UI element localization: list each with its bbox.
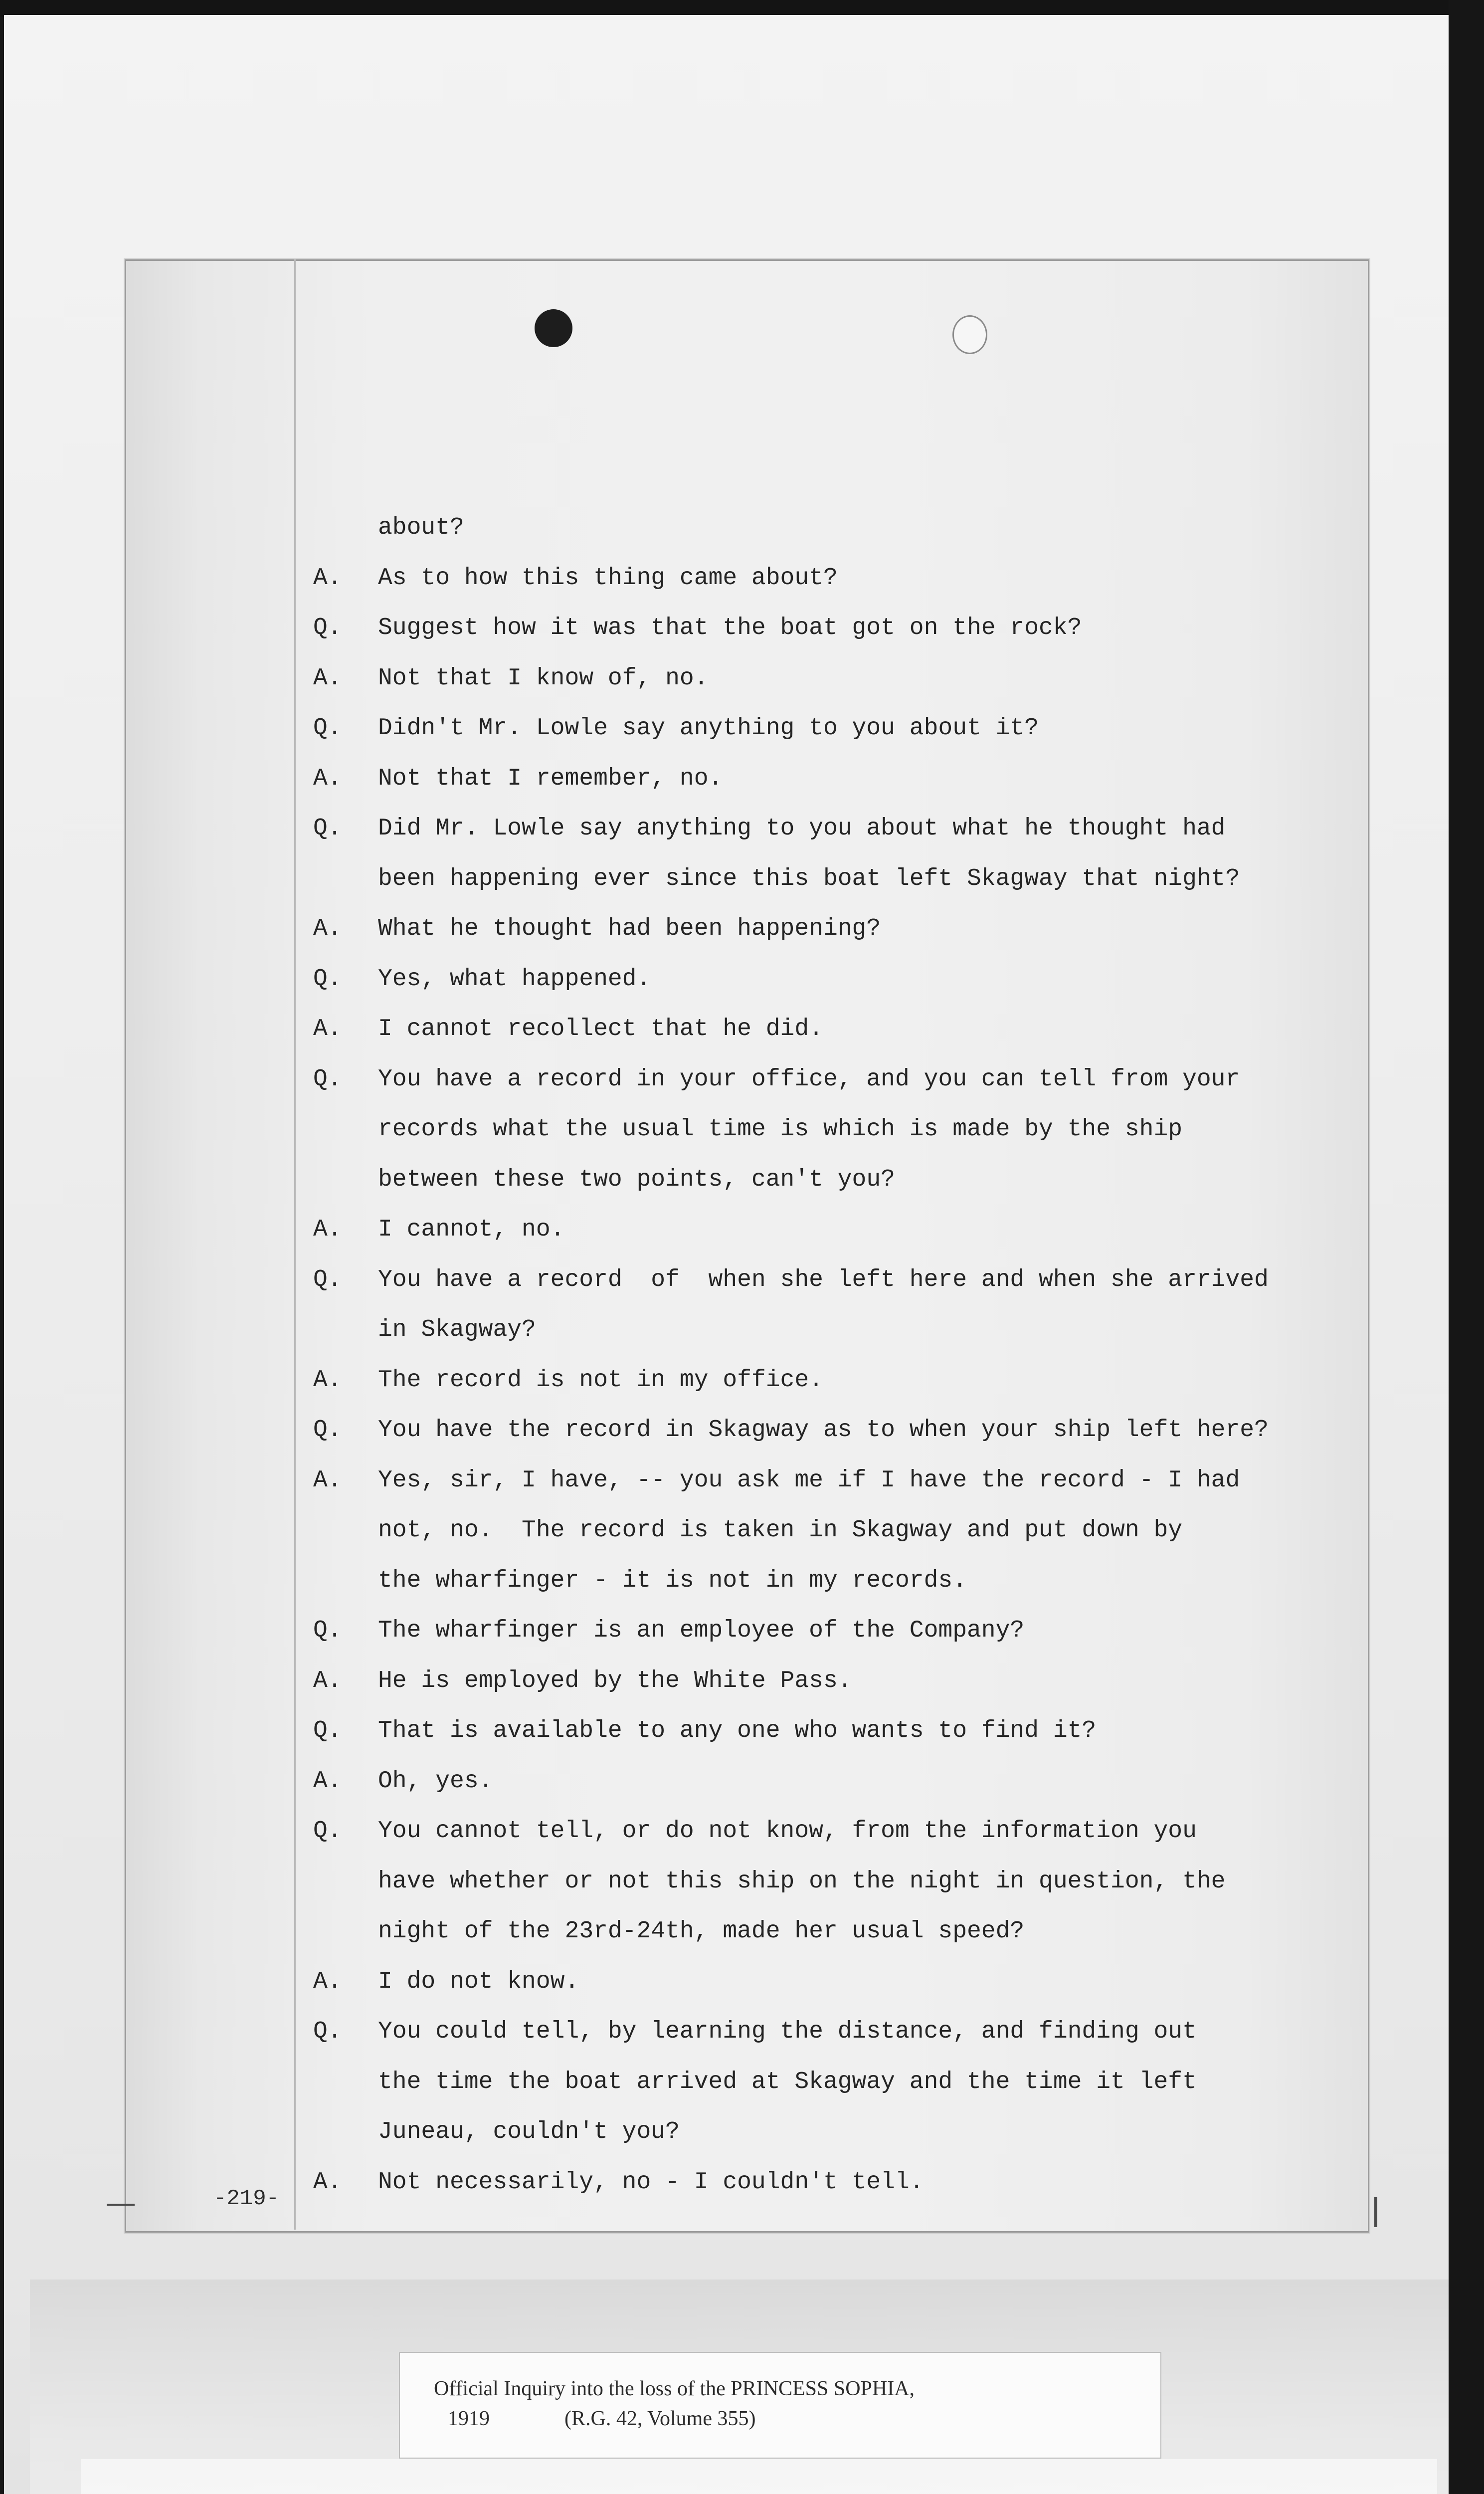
answer-marker: A. — [313, 1216, 342, 1243]
transcript-text: You have a record in your office, and you can tell from your — [378, 1066, 1240, 1093]
transcript-text: You have the record in Skagway as to when your ship left here? — [378, 1417, 1269, 1444]
question-marker: Q. — [313, 1066, 342, 1093]
question-marker: Q. — [313, 1266, 342, 1293]
answer-marker: A. — [313, 2169, 342, 2196]
question-marker: Q. — [313, 1617, 342, 1644]
transcript-text: between these two points, can't you? — [378, 1166, 895, 1193]
question-marker: Q. — [313, 1818, 342, 1845]
transcript-text: not, no. The record is taken in Skagway and put down by — [378, 1517, 1183, 1544]
transcript-text: What he thought had been happening? — [378, 915, 881, 942]
question-marker: Q. — [313, 615, 342, 641]
question-marker: Q. — [313, 1717, 342, 1744]
transcript-text: Juneau, couldn't you? — [378, 2118, 680, 2145]
question-marker: Q. — [313, 1417, 342, 1444]
transcript-text: I cannot recollect that he did. — [378, 1016, 823, 1042]
transcript-text: The wharfinger is an employee of the Company? — [378, 1617, 1025, 1644]
transcript-text: I cannot, no. — [378, 1216, 565, 1243]
transcript-text: Didn't Mr. Lowle say anything to you about it? — [378, 715, 1039, 742]
transcript-text: night of the 23rd-24th, made her usual speed? — [378, 1918, 1025, 1945]
citation-volume: (R.G. 42, Volume 355) — [564, 2407, 756, 2430]
answer-marker: A. — [313, 1367, 342, 1394]
answer-marker: A. — [313, 1016, 342, 1042]
answer-marker: A. — [313, 665, 342, 692]
transcript-text: The record is not in my office. — [378, 1367, 823, 1394]
question-marker: Q. — [313, 715, 342, 742]
answer-marker: A. — [313, 1768, 342, 1795]
transcript-text: Yes, what happened. — [378, 966, 651, 993]
answer-marker: A. — [313, 915, 342, 942]
citation-label — [399, 2352, 1161, 2459]
transcript-text: about? — [378, 514, 464, 541]
citation-title: Official Inquiry into the loss of the PRINCESS SOPHIA, — [434, 2377, 915, 2400]
transcript-text: records what the usual time is which is made by the ship — [378, 1116, 1183, 1143]
answer-marker: A. — [313, 565, 342, 592]
answer-marker: A. — [313, 1968, 342, 1995]
page-corner-mark — [1374, 2197, 1377, 2227]
transcript-text: Not that I remember, no. — [378, 765, 723, 792]
transcript-text: Suggest how it was that the boat got on the rock? — [378, 615, 1082, 641]
answer-marker: A. — [313, 1467, 342, 1494]
transcript-text: the wharfinger - it is not in my records. — [378, 1567, 967, 1594]
transcript-text: Not that I know of, no. — [378, 665, 709, 692]
page-number: -219- — [213, 2186, 280, 2211]
question-marker: Q. — [313, 815, 342, 842]
transcript-text: That is available to any one who wants to find it? — [378, 1717, 1097, 1744]
question-marker: Q. — [313, 966, 342, 993]
archives-card — [81, 2459, 1437, 2494]
transcript-text: Oh, yes. — [378, 1768, 493, 1795]
page-corner-mark — [107, 2204, 135, 2206]
question-marker: Q. — [313, 2018, 342, 2045]
transcript-text: been happening ever since this boat left Skagway that night? — [378, 865, 1240, 892]
transcript-text: Not necessarily, no - I couldn't tell. — [378, 2169, 924, 2196]
transcript-text: Did Mr. Lowle say anything to you about what he thought had — [378, 815, 1226, 842]
transcript-text: have whether or not this ship on the night in question, the — [378, 1868, 1226, 1895]
transcript-text: I do not know. — [378, 1968, 579, 1995]
transcript-text: You have a record of when she left here and when she arrived — [378, 1266, 1269, 1293]
answer-marker: A. — [313, 765, 342, 792]
transcript-text: in Skagway? — [378, 1316, 536, 1343]
transcript-text: As to how this thing came about? — [378, 565, 838, 592]
transcript-text: the time the boat arrived at Skagway and the time it left — [378, 2069, 1197, 2095]
transcript-text: You could tell, by learning the distance, and finding out — [378, 2018, 1197, 2045]
transcript-text: Yes, sir, I have, -- you ask me if I have the record - I had — [378, 1467, 1240, 1494]
citation-year: 1919 — [448, 2407, 490, 2430]
transcript-text: He is employed by the White Pass. — [378, 1667, 852, 1694]
answer-marker: A. — [313, 1667, 342, 1694]
transcript-text: You cannot tell, or do not know, from the information you — [378, 1818, 1197, 1845]
